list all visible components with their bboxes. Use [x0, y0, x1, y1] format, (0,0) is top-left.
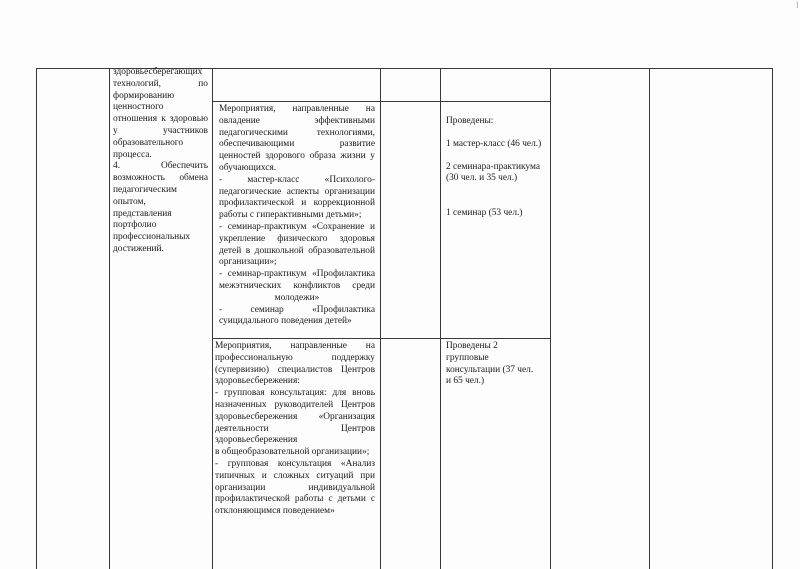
event-line: - мастер-класс «Психолого- [219, 174, 375, 185]
row2-events-cell [215, 341, 375, 518]
goals-line: портфолио [113, 220, 157, 231]
event-line: здоровьесбережения: [215, 376, 300, 387]
goals-line: представления [113, 208, 172, 219]
event-line: здоровьесбережения [215, 435, 298, 446]
table-col-divider-6 [649, 68, 650, 569]
event-line: (супервизию) специалистов Центров [215, 364, 375, 375]
event-line: профилактической и коррекционной [219, 198, 375, 209]
table-col-divider-4 [440, 68, 441, 569]
table-col-divider-2 [212, 68, 213, 569]
table-col-divider-3 [380, 68, 381, 569]
event-line: здоровьесбережения «Организация [215, 411, 375, 422]
event-line: организации индивидуальной [215, 482, 375, 493]
event-line: Мероприятия, направленные на [219, 104, 375, 114]
event-line: отклоняющимся поведением» [215, 506, 335, 517]
goals-line: ценностного [113, 102, 164, 113]
table-col-divider-1 [109, 68, 110, 569]
table-border-right [772, 68, 773, 569]
goals-cell [113, 67, 208, 256]
result-line: 1 семинар (53 чел.) [446, 208, 523, 219]
event-line: - групповая консультация: для вновь [215, 388, 375, 399]
event-line: педагогические аспекты организации [219, 186, 375, 197]
event-line: суицидального поведения детей» [219, 316, 352, 327]
event-line: - семинар «Профилактика [219, 304, 375, 315]
event-line: организации»; [219, 257, 277, 268]
event-line: профилактической работы с детьми с [215, 494, 375, 505]
result-title: Проведены: [446, 116, 494, 126]
result-line: (30 чел. и 35 чел.) [446, 173, 518, 184]
goals-line: у участников [113, 125, 208, 136]
table-row-divider-2 [212, 338, 550, 339]
goals-line: педагогическим [113, 184, 177, 195]
table-row-divider-1 [212, 101, 550, 102]
row1-results-cell [446, 116, 548, 220]
row2-results-cell [446, 341, 548, 388]
goals-line: формированию [113, 90, 175, 101]
event-line: овладение эффективными [219, 115, 375, 126]
goals-line: технологий, по [113, 78, 208, 89]
event-line: - семинар-практикум «Сохранение и [219, 221, 375, 232]
result-line: 2 семинара-практикума [446, 161, 540, 172]
goals-line: отношения к здоровью [113, 114, 208, 125]
event-line: межэтнических конфликтов среди [219, 280, 375, 291]
result-line: и 65 чел.) [446, 376, 485, 387]
event-line: укрепление физического здоровья [219, 233, 375, 244]
event-line: обеспечивающими развитие [219, 139, 375, 150]
goals-line: 4. Обеспечить [113, 161, 208, 172]
table-col-divider-5 [550, 68, 551, 569]
event-line: деятельности Центров [215, 423, 375, 434]
goals-line: образовательного [113, 137, 184, 148]
event-line: педагогическими технологиями, [219, 127, 375, 138]
table-border-left [36, 68, 37, 569]
event-line: профессиональную поддержку [215, 352, 375, 363]
event-line: - семинар-практикум «Профилактика [219, 269, 375, 280]
goals-line: процесса. [113, 149, 152, 160]
event-line: работы с гиперактивными детьми»; [219, 210, 362, 221]
event-line: Мероприятия, направленные на [215, 341, 375, 351]
event-line: ценностей здорового образа жизни у [219, 151, 375, 162]
event-line: типичных и сложных ситуаций при [215, 470, 375, 481]
event-line: назначенных руководителей Центров [215, 399, 375, 410]
goals-line: возможность обмена [113, 173, 208, 184]
corner-mark: ǀ [796, 0, 798, 10]
event-line: - групповая консультация «Анализ [215, 458, 375, 469]
event-line: в общеобразовательной организации»; [215, 447, 370, 458]
result-line: Проведены 2 [446, 341, 498, 351]
result-line: консультации (37 чел. [446, 364, 534, 375]
goals-line: достижений. [113, 243, 164, 254]
event-line: обучающихся. [219, 162, 277, 173]
row1-events-cell [219, 104, 375, 328]
goals-line: профессиональных [113, 232, 191, 243]
event-line: молодежи» [274, 292, 320, 303]
result-line: групповые [446, 352, 489, 363]
goals-line: здоровьесберегающих [113, 67, 203, 77]
goals-line: опытом, [113, 196, 146, 207]
event-line: детей в дошкольной образовательной [219, 245, 375, 256]
result-line: 1 мастер-класс (46 чел.) [446, 138, 542, 149]
